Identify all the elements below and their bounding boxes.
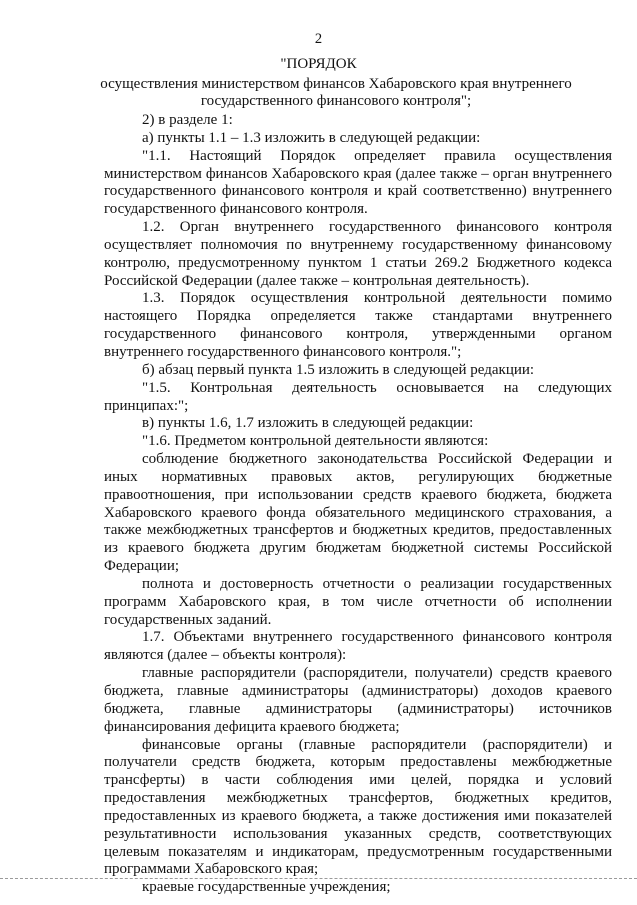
paragraph: 2) в разделе 1: — [142, 112, 233, 128]
paragraph: 1.3. Порядок осуществления контрольной деятельности помимо настоящего Порядка определяется также стандартами внутреннего государственного финансового контроля, утвержденными органом внутреннего государственного финансового контроля."; — [104, 290, 612, 360]
paragraph: соблюдение бюджетного законодательства Российской Федерации и иных нормативных правовых актов, регулирующих бюджетные правоотношения, при использовании средств краевого бюджета, бюджета Хабаровского краевого фонда обязательного медицинского страхования, а также межбюджетных трансфертов и бюджетных кредитов, предоставленных из краевого бюджета другим бюджетам бюджетной системы Российской Федерации; — [104, 451, 612, 575]
paragraph: краевые государственные учреждения; — [142, 879, 391, 896]
paragraph: "1.6. Предметом контрольной деятельности являются: — [142, 433, 489, 450]
paragraph: "1.1. Настоящий Порядок определяет правила осуществления министерством финансов Хабаровского края (далее также – орган внутреннего государственного финансового контроля и край соответственно) внутреннего государственного финансового контроля. — [104, 147, 612, 218]
paragraph: полнота и достоверность отчетности о реализации государственных программ Хабаровского края, в том числе отчетности об исполнении государственных заданий. — [104, 575, 612, 628]
paragraph: б) абзац первый пункта 1.5 изложить в следующей редакции: — [142, 361, 535, 378]
document-title: "ПОРЯДОК — [280, 56, 357, 72]
page-number: 2 — [314, 31, 323, 47]
paragraph: 1.7. Объектами внутреннего государственного финансового контроля являются (далее – объекты контроля): — [104, 629, 612, 664]
paragraph: финансовые органы (главные распорядители (распорядители) и получатели средств бюджета, которым предоставлены межбюджетные трансферты) в части соблюдения ими целей, порядка и условий предоставления межбюджетных трансфертов, бюджетных кредитов, предоставленных из краевого бюджета, а также достижения ими показателей результативности использования указанных средств, соответствующих целевым показателям и индикаторам, предусмотренным государственными программами Хабаровского края; — [104, 736, 612, 878]
document-subtitle: осуществления министерством финансов Хабаровского края внутреннего государственного финансового контроля"; — [100, 76, 572, 109]
paragraph: а) пункты 1.1 – 1.3 изложить в следующей редакции: — [142, 129, 481, 146]
paragraph: главные распорядители (распорядители, получатели) средств краевого бюджета, главные администраторы (администраторы) доходов краевого бюджета, главные администраторы (администраторы) источников финансирования дефицита краевого бюджета; — [104, 665, 612, 735]
paragraph: 1.2. Орган внутреннего государственного финансового контроля осуществляет полномочия по внутреннему государственному финансовому контролю, предусмотренному пунктом 1 статьи 269.2 Бюджетного кодекса Российской Федерации (далее также – контрольная деятельность). — [104, 219, 612, 289]
paragraph: "1.5. Контрольная деятельность основывается на следующих принципах:"; — [104, 379, 612, 414]
paragraph: в) пункты 1.6, 1.7 изложить в следующей редакции: — [142, 415, 474, 432]
document-body — [104, 112, 612, 897]
scan-edge-divider — [0, 878, 637, 880]
